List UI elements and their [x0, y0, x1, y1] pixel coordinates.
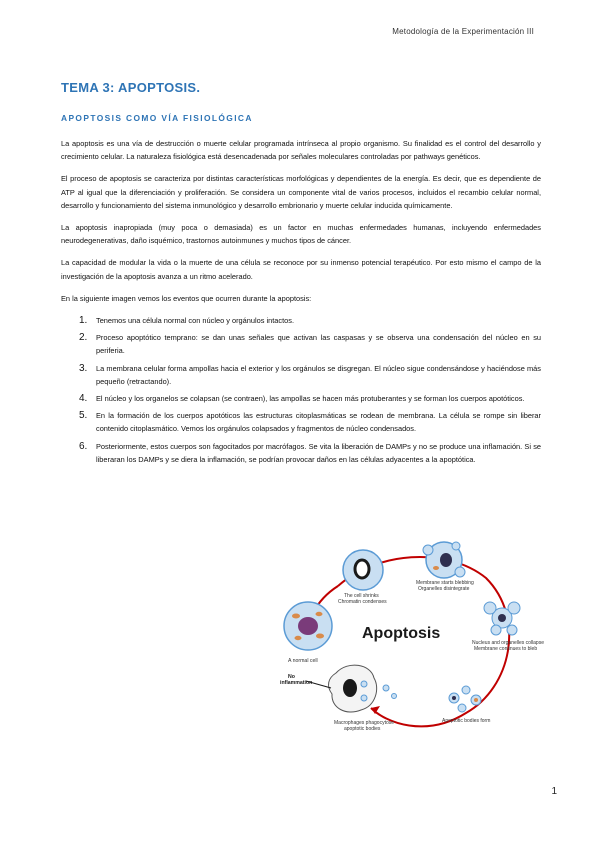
normal-cell: [284, 602, 332, 650]
collapsing-cell: [484, 602, 520, 635]
paragraph: En la siguiente imagen vemos los eventos que ocurren durante la apoptosis:: [61, 293, 312, 303]
paragraph: La capacidad de modular la vida o la muerte de una célula se reconoce por su inmenso potencial terapéutico. Por esto mismo el campo de la investigación de la apoptosis avanza a un ritmo acelerado.: [61, 258, 541, 281]
body-text: [61, 137, 541, 470]
apoptotic-bodies: [449, 686, 481, 712]
label-apoptotic-bodies: apoptotic bodies: [344, 726, 381, 732]
page-number: 1: [551, 786, 557, 797]
label-bodies: Apoptotic bodies form: [442, 718, 491, 724]
list-item: [61, 409, 541, 435]
list-number: 1.: [79, 315, 88, 327]
steps-list: [61, 314, 541, 466]
label-cell-shrinks: The cell shrinks: [344, 593, 379, 599]
list-item: [61, 392, 541, 405]
list-text: Tenemos una célula normal con núcleo y orgánulos intactos.: [96, 316, 295, 326]
page-title: TEMA 3: APOPTOSIS.: [61, 80, 201, 95]
list-number: 2.: [79, 332, 88, 344]
shrinking-cell: [343, 550, 383, 590]
paragraph: La apoptosis inapropiada (muy poca o demasiada) es un factor en muchas enfermedades humanas, incluyendo enfermedades neurodegenerativas, daño isquémico, trastornos autoinmunes y muchos tipos de cáncer.: [61, 223, 541, 246]
running-header: Metodología de la Experimentación III: [392, 27, 534, 36]
label-blebbing: Membrane starts blebbing: [416, 580, 474, 586]
label-normal-cell: A normal cell: [288, 658, 318, 664]
label-collapse: Nucleus and organelles collapse: [472, 640, 544, 646]
apoptosis-figure: [276, 538, 544, 762]
arrow-head-icon: [371, 706, 380, 714]
label-no: No: [288, 674, 295, 680]
list-item: [61, 440, 541, 466]
figure-title: Apoptosis: [362, 625, 441, 642]
label-macrophage: Macrophages phagocytose: [334, 720, 395, 726]
list-text: En la formación de los cuerpos apotóticos las estructuras citoplasmáticas se rodean de membrana. La célula se rompe sin liberar contenido citoplasmático. Vemos los orgánulos colapsados y fragmentos de núcleo condensados.: [96, 411, 541, 434]
label-bleb-continues: Membrane continues to bleb: [474, 646, 538, 652]
list-text: El núcleo y los organelos se colapsan (se contraen), las ampollas se hacen más protuberantes y se forman los cuerpos apotóticos.: [96, 394, 525, 404]
list-item: [61, 314, 541, 327]
list-number: 6.: [79, 440, 88, 452]
label-inflammation: inflammation: [280, 680, 313, 686]
paragraph: El proceso de apoptosis se caracteriza por distintas características morfológicas y dependientes de la energía. Es decir, que es dependiente de ATP al igual que la diferenciación y proliferación. Se considera un componente vital de varios procesos, incluidos el recambio celular normal, desarrollo y funcionamiento del sistema inmunológico y desarrollo embrionario y muerte celular inducida químicamente.: [61, 174, 541, 210]
macrophage: [329, 665, 397, 712]
section-subtitle: APOPTOSIS COMO VÍA FISIOLÓGICA: [61, 113, 253, 123]
list-item: [61, 331, 541, 357]
list-text: Posteriormente, estos cuerpos son fagocitados por macrófagos. Se vita la liberación de DAMPs y no se produce una inflamación. Si se liberaran los DAMPs y se diera la inflamación, se podrían provocar daños en las células adyacentes a la apoptótica.: [96, 441, 541, 464]
list-item: [61, 362, 541, 388]
list-text: Proceso apoptótico temprano: se dan unas señales que activan las caspasas y se observa una condensación del núcleo en su periferia.: [96, 333, 541, 356]
label-chromatin: Chromatin condenses: [338, 599, 387, 605]
list-number: 5.: [79, 410, 88, 422]
list-number: 4.: [79, 393, 88, 405]
list-text: La membrana celular forma ampollas hacia el exterior y los orgánulos se disgregan. El núcleo sigue condensándose y haciéndose más pequeño (retractando).: [96, 363, 541, 386]
label-organelles: Organelles disintegrate: [418, 586, 470, 592]
blebbing-cell: [423, 542, 465, 578]
paragraph: La apoptosis es una vía de destrucción o muerte celular programada intrínseca al propio organismo. Su finalidad es el control del desarrollo y crecimiento celular. La naturaleza fisiológica está desencadenada por señales moleculares controladas por pathways genéticos.: [61, 139, 541, 162]
list-number: 3.: [79, 362, 88, 374]
